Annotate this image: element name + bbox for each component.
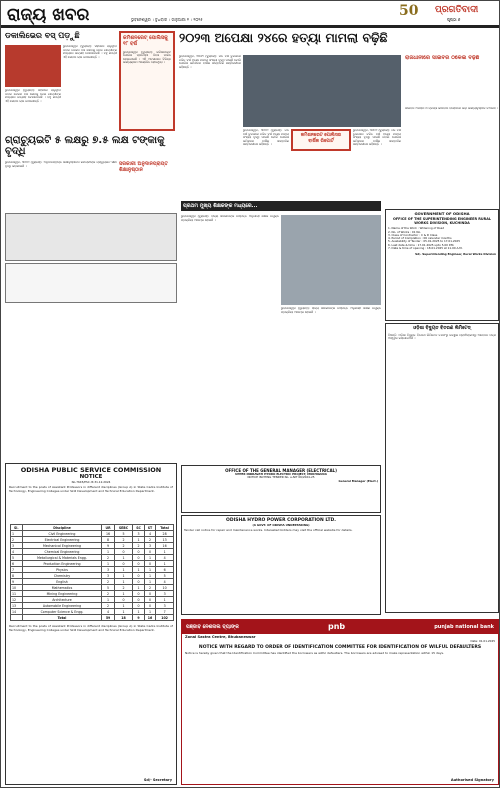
opsc-cell: 1 (102, 549, 114, 555)
opsc-cell: 2 (102, 555, 114, 561)
opsc-cell: 1 (114, 603, 133, 609)
opsc-cell: 0 (144, 591, 155, 597)
opsc-cell: 1 (144, 579, 155, 585)
opsc-cell: 2 (102, 579, 114, 585)
opsc-cell: 4 (156, 579, 174, 585)
opsc-cell: Production Engineering (22, 561, 102, 567)
opsc-cell: 5 (156, 573, 174, 579)
opsc-cell: 18 (114, 615, 133, 621)
opsc-cell: 1 (114, 591, 133, 597)
rw-sign: Sd/- Superintending Engineer, Rural Works Division (415, 252, 496, 257)
opsc-cell: 9 (133, 615, 145, 621)
commissionerate-body: ଭୁବନେଶ୍ୱର (ବ୍ୟୁରୋ): କମିଶନରେଟ ପୋଲିସ ପ୍ରତିଷ୍ଠା ଦିବସ ପାଳିତ ହୋଇଯାଇଛି । ଏହି ଅବସରରେ ବିଭିନ୍ନ କାର୍ଯ୍ୟକ୍ରମ ଆୟୋଜିତ ହୋଇଥିଲା । (123, 49, 171, 65)
opsc-cell: Chemistry (22, 573, 102, 579)
header-rule (1, 25, 500, 28)
power-body: ବିଜ୍ଞପ୍ତି: ଓଡ଼ିଶା ବିଦ୍ୟୁତ ବିତରଣ ଲିମିଟେଡ ତରଫରୁ ଇଚ୍ଛୁକ ପ୍ରାର୍ଥୀଙ୍କଠାରୁ ଆବେଦନ ପତ୍ର ଆହ୍ୱାନ କରାଯାଉଅଛି । (388, 332, 496, 341)
pnb-notice-title: NOTICE WITH REGARD TO ORDER OF IDENTIFICATION COMMITTEE FOR IDENTIFICATION OF WILFUL DEFAULTERS (198, 644, 482, 650)
masthead-logo (399, 3, 491, 25)
gm-sign: General Manager (Elect.) (338, 478, 378, 483)
opsc-cell: 0 (144, 597, 155, 603)
ohpc-title: ODISHA HYDRO POWER CORPORATION LTD. (226, 518, 336, 523)
gratuity-sub: ସରକାରୀ ଅନୁଦାନପ୍ରାପ୍ତ ଶିକ୍ଷାନୁଷ୍ଠାନ (119, 161, 168, 174)
commissionerate-headline: କମିଶନରେଟ୍ ପୋଲିସକୁ ୧୮ ବର୍ଷ (123, 35, 168, 48)
opsc-cell: 0 (133, 561, 145, 567)
bus-photo (5, 45, 61, 87)
opsc-cell: 0 (144, 549, 155, 555)
opsc-cell: 2 (11, 537, 23, 543)
opsc-cell: 16 (156, 543, 174, 549)
opsc-cell: 1 (11, 531, 23, 537)
opsc-cell: 3 (102, 567, 114, 573)
opsc-cell: 3 (11, 543, 23, 549)
power-title: ଓଡ଼ିଶା ବିଦ୍ୟୁତ ବିତରଣ ଲିମିଟେଡ୍ (413, 326, 471, 331)
opsc-cell: 9 (11, 579, 23, 585)
opsc-cell: 16 (144, 615, 155, 621)
bus-headline: ଡକାଲିଭେର ବସ୍‌ ପଡ଼ୁଛି (5, 31, 80, 40)
opsc-cell: 1 (144, 609, 155, 615)
opsc-cell: 3 (102, 573, 114, 579)
opsc-cell: 1 (156, 561, 174, 567)
opsc-cell: 10 (11, 585, 23, 591)
brand-name: ପ୍ରଗତିବାଦୀ (435, 5, 479, 15)
opsc-cell: Metallurgical & Materials Engg. (22, 555, 102, 561)
opsc-cell: 2 (144, 585, 155, 591)
opsc-cell: 3 (156, 591, 174, 597)
opsc-cell: 1 (156, 549, 174, 555)
opsc-cell: 10 (156, 585, 174, 591)
opsc-cell: 0 (144, 561, 155, 567)
opsc-cell: Civil Engineering (22, 531, 102, 537)
opsc-cell: 7 (156, 609, 174, 615)
ohpc-text: Tender call notice for repair and maintenance works. Interested bidders may visit the official website for details. (184, 527, 353, 532)
opsc-notice (5, 463, 177, 785)
opsc-col: Sl. (11, 525, 23, 531)
opsc-cell: Physics (22, 567, 102, 573)
opsc-cell: 1 (114, 579, 133, 585)
pnb-brand: pnb (327, 622, 346, 631)
opsc-cell: 9 (102, 543, 114, 549)
cyber-body: ସାଇବର ଅପରାଧ ଓ ଡ୍ରଗ୍ସ କାରବାର ବିରୋଧରେ କଡ଼ା କାର୍ଯ୍ୟାନୁଷ୍ଠାନ ନିଆଯିବ । (405, 107, 499, 110)
opsc-cell: 12 (11, 597, 23, 603)
opsc-cell: 5 (11, 555, 23, 561)
rw-line: 2. No. of Works : 01 No. (388, 229, 422, 234)
cyber-headline: ରାଜଧାନୀରେ ସାଇବର ଠକେଇ ବଢ଼ିଛି (405, 55, 480, 61)
gratuity-body: ଭୁବନେଶ୍ୱର, ୩୧ା୧୨ (ବ୍ୟୁରୋ): ଅନୁଦାନପ୍ରାପ୍ତ ଶିକ୍ଷାନୁଷ୍ଠାନର କର୍ମଚାରୀଙ୍କ ଗ୍ରାଚ୍ୟୁଇଟି ସୀମା ବୃଦ୍ଧି କରାଯାଇଛି । (5, 161, 117, 168)
opsc-cell: Mathematics (22, 585, 102, 591)
annual-report-box: କମିଶନରେଟ ପୋଲିସର ବାର୍ଷିକ ରିପୋର୍ଟ (291, 129, 351, 151)
rw-line: 3. Class of Contractor : C & D Class (388, 232, 438, 237)
pnb-banner (182, 620, 498, 634)
opsc-ref: No.7645/PSC dt.31.12.2024 (71, 480, 111, 484)
rw-title1: GOVERNMENT OF ODISHA (414, 211, 470, 216)
opsc-cell: Architecture (22, 597, 102, 603)
opsc-cell: 2 (114, 585, 133, 591)
ohpc-tender (181, 515, 381, 615)
rw-line: 4. Period of Completion : 06 calendar months (388, 236, 452, 241)
opsc-cell: 7 (11, 567, 23, 573)
opsc-cell: 1 (102, 597, 114, 603)
scheme-notice (5, 213, 177, 261)
gm-sub: UPPER INDRAVATI HYDRO ELECTRIC PROJECT, MUKHIGUDA (235, 472, 327, 476)
opsc-cell: 2 (102, 591, 114, 597)
opsc-cell: 3 (133, 531, 145, 537)
opsc-cell: 13 (11, 603, 23, 609)
education-body: ଭୁବନେଶ୍ୱର (ବ୍ୟୁରୋ): ରାଜ୍ୟ ସରକାରଙ୍କ ନିଷ୍ପତ୍ତି ଅନୁଯାୟୀ ଶିକ୍ଷକ ନିଯୁକ୍ତି ପ୍ରକ୍ରିୟା ଆରମ୍ଭ ହୋଇଛି । (181, 215, 279, 222)
opsc-cell: 2 (133, 543, 145, 549)
education-bar: ପ୍ରଥମ ମୁଖ୍ୟ ଶିକ୍ଷକଙ୍କ ମଧ୍ୟରେ... (181, 201, 381, 211)
ohpc-sub: (A GOVT. OF ODISHA UNDERTAKING) (252, 522, 310, 527)
pnb-body: Notice is hereby given that the Identification Committee has identified the borrowers as wilful defaulters. The borrowers are advised to make representation within 15 days. (185, 651, 445, 656)
gratuity-headline: ଗ୍ରାଚ୍ୟୁଇଟି ୫ ଲକ୍ଷରୁ ୭.୫ ଲକ୍ଷ ଟଙ୍କାକୁ ବୃଦ୍ଧି (5, 135, 165, 157)
opsc-cell: 4 (156, 555, 174, 561)
opsc-cell: 0 (114, 597, 133, 603)
scheme-notice-graphic (6, 214, 176, 260)
opsc-cell: 1 (102, 561, 114, 567)
pnb-notice (181, 619, 499, 785)
opsc-cell: 8 (102, 537, 114, 543)
opsc-cell: 0 (133, 549, 145, 555)
opsc-cell: 14 (11, 609, 23, 615)
opsc-col: SC (133, 525, 145, 531)
opsc-col: UR (102, 525, 114, 531)
gm-title: OFFICE OF THE GENERAL MANAGER (ELECTRICAL) (225, 468, 337, 473)
bus-body: ଭୁବନେଶ୍ୱର (ବ୍ୟୁରୋ): ସହରରେ ଚାଲୁଥିବା ଡବଲ ଡେକର ବସ ସେବାକୁ ନେଇ ଯାତ୍ରୀଙ୍କ ମଧ୍ୟରେ ଉତ୍ସାହ ଦେଖାଦେଇଛି । ବହୁ ଯାତ୍ରୀ ଏହି ସେବାର ଲାଭ ଉଠାଉଛନ୍ତି । (63, 45, 117, 59)
opsc-cell: 0 (133, 591, 145, 597)
opsc-cell: 3 (144, 543, 155, 549)
opsc-cell: 0 (133, 597, 145, 603)
opsc-cell: 0 (133, 573, 145, 579)
opsc-cell: Total (22, 615, 102, 621)
opsc-cell: 2 (144, 537, 155, 543)
opsc-cell: Mechanical Engineering (22, 543, 102, 549)
opsc-cell: 0 (133, 555, 145, 561)
opsc-cell: 102 (156, 615, 174, 621)
opsc-cell: 1 (133, 537, 145, 543)
opsc-cell: Chemical Engineering (22, 549, 102, 555)
opsc-cell: 1 (133, 609, 145, 615)
anniversary-mark: 50 (399, 3, 419, 19)
pnb-date: Date: 01.01.2025 (470, 639, 495, 644)
opsc-cell: 2 (114, 543, 133, 549)
pnb-office: Zonal Sastra Centre, Bhubaneswar (185, 635, 256, 639)
gm-text: NOTICE INVITING TENDER No. e-NIT 06/2024-25 (247, 475, 315, 480)
job-table (5, 263, 177, 303)
murder-body-2: ଭୁବନେଶ୍ୱର, ୩୧ା୧୨ (ବ୍ୟୁରୋ): ଗତ ବର୍ଷ ତୁଳନାରେ ଚଳିତ ବର୍ଷ ହତ୍ୟା ମାମଲା ସଂଖ୍ୟା ବୃଦ୍ଧି ପାଇଛି ବୋଲି ପୋଲିସ କମିଶନର ବାର୍ଷିକ ସାମ୍ବାଦିକ ସମ୍ମିଳନୀରେ କହିଛନ୍ତି । (243, 129, 289, 147)
opsc-cell: Computer Science & Engg. (22, 609, 102, 615)
opsc-cell: 2 (102, 603, 114, 609)
opsc-text: Recruitment to the posts of Assistant Professors in different disciplines (Group A) in State Cadre Institute of Technology, Engineering Colleges under Skill Development and Technical Education Department. (9, 485, 173, 493)
opsc-footer: Sd/- Secretary (143, 777, 172, 782)
opsc-cell: 4 (102, 609, 114, 615)
opsc-cell: 5 (102, 585, 114, 591)
murder-body-3: ଭୁବନେଶ୍ୱର, ୩୧ା୧୨ (ବ୍ୟୁରୋ): ଗତ ବର୍ଷ ତୁଳନାରେ ଚଳିତ ବର୍ଷ ହତ୍ୟା ମାମଲା ସଂଖ୍ୟା ବୃଦ୍ଧି ପାଇଛି ବୋଲି ପୋଲିସ କମିଶନର ବାର୍ଷିକ ସାମ୍ବାଦିକ ସମ୍ମିଳନୀରେ କହିଛନ୍ତି । (353, 129, 401, 147)
opsc-cell: 0 (114, 549, 133, 555)
section-title: ରାଜ୍ୟ ଖବର (7, 5, 90, 25)
opsc-cell: 4 (11, 549, 23, 555)
opsc-cell: 4 (144, 531, 155, 537)
pnb-sign: Authorised Signatory (450, 777, 494, 782)
opsc-cell: 0 (133, 579, 145, 585)
opsc-cell: 28 (156, 531, 174, 537)
rw-line: 7. Date & time of opening : 18.01.2025 at 11.00 A.M. (388, 246, 463, 251)
opsc-cell: 1 (133, 585, 145, 591)
opsc-subtitle: NOTICE (79, 474, 103, 481)
meeting-photo (281, 215, 381, 305)
opsc-cell (11, 615, 23, 621)
opsc-cell: 1 (114, 567, 133, 573)
dateline: ଭୁବନେଶ୍ୱର । ବୁଧବାର । ଜାନୁଆରୀ ୧ । ୨୦୨୫ (131, 17, 203, 22)
opsc-cell: 0 (114, 561, 133, 567)
opsc-cell: Automobile Engineering (22, 603, 102, 609)
rw-tender (385, 209, 499, 321)
rw-title2: OFFICE OF THE SUPERINTENDING ENGINEER RURAL WORKS DIVISION, KUCHINDA (392, 216, 492, 225)
opsc-col: Total (156, 525, 174, 531)
murder-body: ଭୁବନେଶ୍ୱର, ୩୧ା୧୨ (ବ୍ୟୁରୋ): ଗତ ବର୍ଷ ତୁଳନାରେ ଚଳିତ ବର୍ଷ ହତ୍ୟା ମାମଲା ସଂଖ୍ୟା ବୃଦ୍ଧି ପାଇଛି ବୋଲି ପୋଲିସ କମିଶନର ବାର୍ଷିକ ସାମ୍ବାଦିକ ସମ୍ମିଳନୀରେ କହିଛନ୍ତି । (179, 55, 241, 69)
gm-tender (181, 465, 381, 513)
opsc-cell: 1 (156, 597, 174, 603)
opsc-cell: 3 (156, 603, 174, 609)
opsc-table (10, 524, 174, 621)
opsc-cell: 59 (102, 615, 114, 621)
murder-headline: ୨୦୨୩ ଅପେକ୍ଷା ୨୪ରେ ହତ୍ୟା ମାମଲା ବଢ଼ିଛି (179, 31, 388, 45)
opsc-cell: 1 (114, 555, 133, 561)
opsc-cell: 8 (11, 573, 23, 579)
pnb-odia-name: ପଞ୍ଜାବ ନେଶନାଲ ବ୍ୟାଙ୍କ (186, 623, 239, 630)
commissionerate-box (119, 31, 175, 131)
opsc-col: Discipline (22, 525, 102, 531)
rw-line: 1. Name of the Work : Widening of Road (388, 226, 445, 231)
police-press-photo (243, 55, 401, 127)
opsc-title: ODISHA PUBLIC SERVICE COMMISSION (20, 466, 162, 474)
opsc-cell: 1 (114, 573, 133, 579)
opsc-cell: Electrical Engineering (22, 537, 102, 543)
opsc-cell: 2 (114, 537, 133, 543)
opsc-cell: 1 (144, 573, 155, 579)
opsc-cell: 1 (144, 567, 155, 573)
opsc-cell: 1 (144, 555, 155, 561)
opsc-cell: 0 (144, 603, 155, 609)
power-tender (385, 323, 499, 613)
opsc-cell: Mining Engineering (22, 591, 102, 597)
opsc-total-row (11, 615, 174, 621)
opsc-cell: 0 (133, 603, 145, 609)
opsc-cell: 13 (156, 537, 174, 543)
opsc-cell: 11 (11, 591, 23, 597)
opsc-col: SEBC (114, 525, 133, 531)
opsc-cell: 16 (102, 531, 114, 537)
opsc-cell: English (22, 579, 102, 585)
opsc-cell: 1 (114, 609, 133, 615)
opsc-cell: 1 (133, 567, 145, 573)
opsc-cell: 6 (156, 567, 174, 573)
rw-line: 5. Availability of Tender : 05.01.2025 to 17.01.2025 (388, 239, 460, 244)
opsc-cell: 6 (11, 561, 23, 567)
bus-body-2: ଭୁବନେଶ୍ୱର (ବ୍ୟୁରୋ): ସହରରେ ଚାଲୁଥିବା ଡବଲ ଡେକର ବସ ସେବାକୁ ନେଇ ଯାତ୍ରୀଙ୍କ ମଧ୍ୟରେ ଉତ୍ସାହ ଦେଖାଦେଇଛି । ବହୁ ଯାତ୍ରୀ ଏହି ସେବାର ଲାଭ ଉଠାଉଛନ୍ତି । (5, 89, 61, 103)
education-body-2: ଭୁବନେଶ୍ୱର (ବ୍ୟୁରୋ): ରାଜ୍ୟ ସରକାରଙ୍କ ନିଷ୍ପତ୍ତି ଅନୁଯାୟୀ ଶିକ୍ଷକ ନିଯୁକ୍ତି ପ୍ରକ୍ରିୟା ଆରମ୍ଭ ହୋଇଛି । (281, 307, 381, 314)
pnb-english-name: punjab national bank (434, 623, 494, 630)
opsc-text-2: Recruitment to the posts of Assistant Professors in different disciplines (Group A) in State Cadre Institute of Technology, Engineering Colleges under Skill Development and Technical Education Department. (9, 624, 173, 632)
rw-line: 6. Last date & time : 17.01.2025 upto 5.00 P.M. (388, 242, 455, 247)
page-number: ପୃଷ୍ଠା ୬ (447, 17, 461, 22)
opsc-cell: 5 (114, 531, 133, 537)
opsc-col: ST (144, 525, 155, 531)
